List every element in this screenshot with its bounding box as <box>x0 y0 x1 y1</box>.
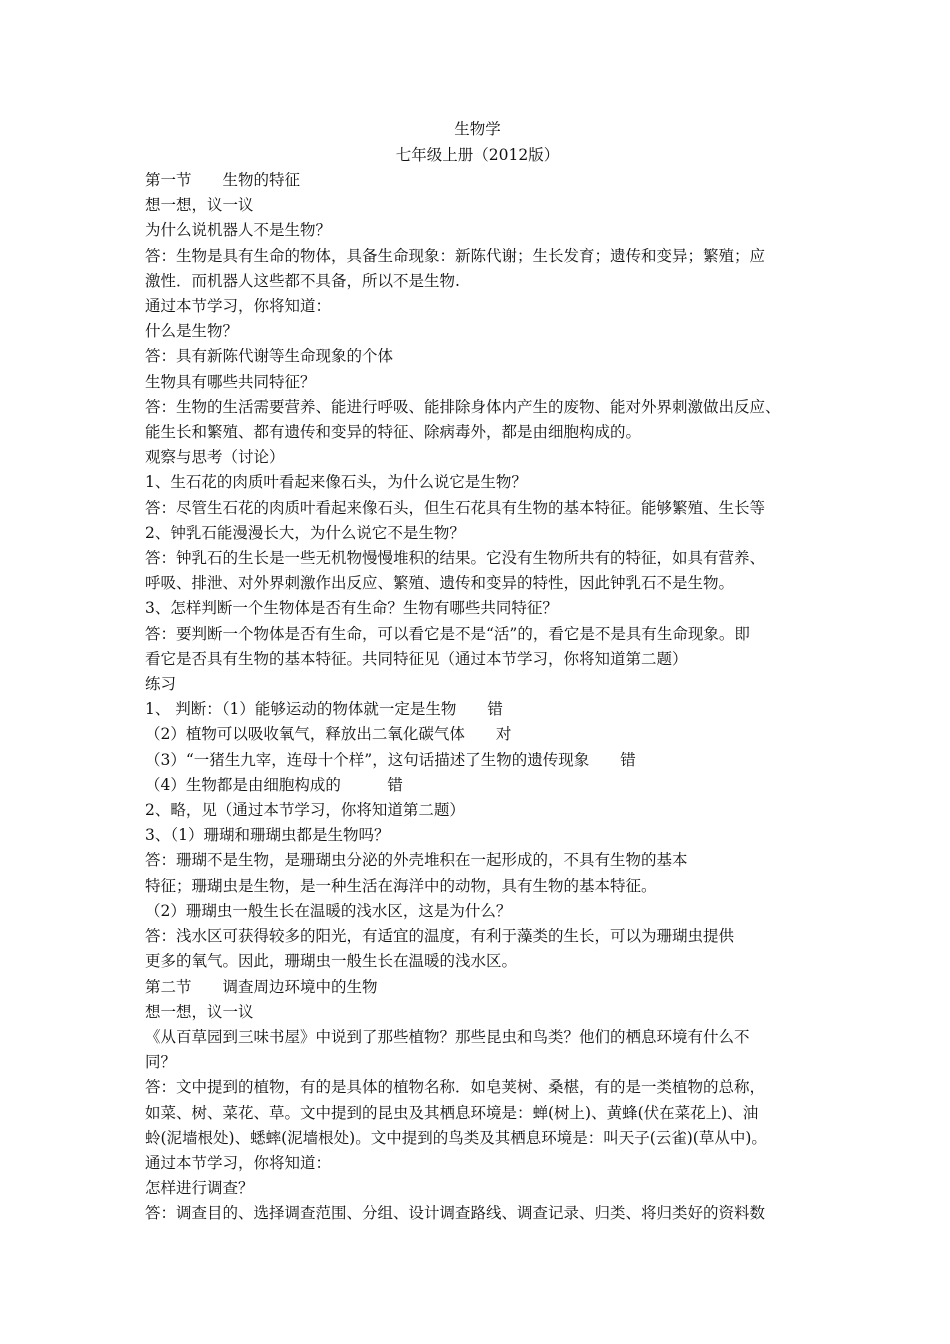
question: （2）珊瑚虫一般生长在温暖的浅水区，这是为什么？ <box>145 901 512 920</box>
answer-line: 呼吸、排泄、对外界刺激作出反应、繁殖、遗传和变异的特性，因此钟乳石不是生物。 <box>145 574 735 593</box>
answer-line: 答：生物的生活需要营养、能进行呼吸、能排除身体内产生的废物、能对外界刺激做出反应、 <box>145 397 781 416</box>
question: 1、生石花的肉质叶看起来像石头，为什么说它是生物？ <box>145 473 527 492</box>
answer-line: 能生长和繁殖、都有遗传和变异的特征、除病毒外，都是由细胞构成的。 <box>145 423 642 442</box>
answer-line: 答：尽管生石花的肉质叶看起来像石头，但生石花具有生物的基本特征。能够繁殖、生长等 <box>145 498 766 517</box>
answer-line: 答：调查目的、选择调查范围、分组、设计调查路线、调查记录、归类、将归类好的资料数 <box>145 1204 766 1223</box>
question: 为什么说机器人不是生物？ <box>145 221 332 240</box>
answer-line: 答：珊瑚不是生物，是珊瑚虫分泌的外壳堆积在一起形成的，不具有生物的基本 <box>145 851 688 870</box>
section-heading-2: 第二节 调查周边环境中的生物 <box>145 977 378 996</box>
answer-line: 答：钟乳石的生长是一些无机物慢慢堆积的结果。它没有生物所共有的特征，如具有营养、 <box>145 549 766 568</box>
answer-line: 如菜、树、菜花、草。文中提到的昆虫及其栖息环境是：蝉(树上)、黄蜂(伏在菜花上)、油 <box>145 1103 759 1122</box>
question: 3、怎样判断一个生物体是否有生命？生物有哪些共同特征？ <box>145 599 558 618</box>
question: 《从百草园到三味书屋》中说到了那些植物？那些昆虫和鸟类？他们的栖息环境有什么不 <box>145 1027 750 1046</box>
question: 3、（1）珊瑚和珊瑚虫都是生物吗？ <box>145 826 390 845</box>
question: 什么是生物？ <box>145 322 239 341</box>
answer-line: 激性．而机器人这些都不具备，所以不是生物. <box>145 271 460 290</box>
question: 怎样进行调查？ <box>145 1179 254 1198</box>
question: 生物具有哪些共同特征？ <box>145 372 316 391</box>
document-page <box>145 116 810 1227</box>
subheading: 观察与思考（讨论） <box>145 448 285 467</box>
answer-line: 答：生物是具有生命的物体，具备生命现象：新陈代谢；生长发育；遗传和变异；繁殖；应 <box>145 246 766 265</box>
exercise-line: 1、 判断：（1）能够运动的物体就一定是生物 错 <box>145 700 503 719</box>
question: 2、钟乳石能漫漫长大，为什么说它不是生物？ <box>145 523 465 542</box>
exercise-line: （2）植物可以吸收氧气，释放出二氧化碳气体 对 <box>145 725 512 744</box>
subheading: 想一想，议一议 <box>145 196 254 215</box>
question: 同？ <box>145 1053 177 1072</box>
exercise-line: （4）生物都是由细胞构成的 错 <box>145 775 403 794</box>
answer-line: 答：要判断一个物体是否有生命，可以看它是不是“活”的，看它是不是具有生命现象。即 <box>145 624 750 643</box>
answer-line: 特征；珊瑚虫是生物，是一种生活在海洋中的动物，具有生物的基本特征。 <box>145 876 657 895</box>
exercise-line: 2、略，见（通过本节学习，你将知道第二题） <box>145 801 465 820</box>
section-heading-1: 第一节 生物的特征 <box>145 171 301 189</box>
subheading: 通过本节学习，你将知道： <box>145 297 332 316</box>
answer-line: 更多的氧气。因此，珊瑚虫一般生长在温暖的浅水区。 <box>145 952 518 971</box>
document-subtitle: 七年级上册（2012版） <box>395 146 560 164</box>
answer-line: 蛉(泥墙根处)、蟋蟀(泥墙根处)。文中提到的鸟类及其栖息环境是：叫天子(云雀)(草从中)。 <box>145 1128 767 1147</box>
document-title: 生物学 <box>454 120 501 138</box>
subheading: 想一想，议一议 <box>145 1002 254 1021</box>
subheading: 通过本节学习，你将知道： <box>145 1153 332 1172</box>
subheading: 练习 <box>145 675 177 694</box>
exercise-line: （3）“一猪生九宰，连母十个样”，这句话描述了生物的遗传现象 错 <box>145 750 636 769</box>
answer-line: 看它是否具有生物的基本特征。共同特征见（通过本节学习，你将知道第二题） <box>145 649 688 668</box>
answer-line: 答：浅水区可获得较多的阳光，有适宜的温度，有利于藻类的生长，可以为珊瑚虫提供 <box>145 927 735 946</box>
answer-line: 答：具有新陈代谢等生命现象的个体 <box>145 347 394 366</box>
answer-line: 答：文中提到的植物，有的是具体的植物名称．如皂荚树、桑椹，有的是一类植物的总称， <box>145 1078 766 1097</box>
